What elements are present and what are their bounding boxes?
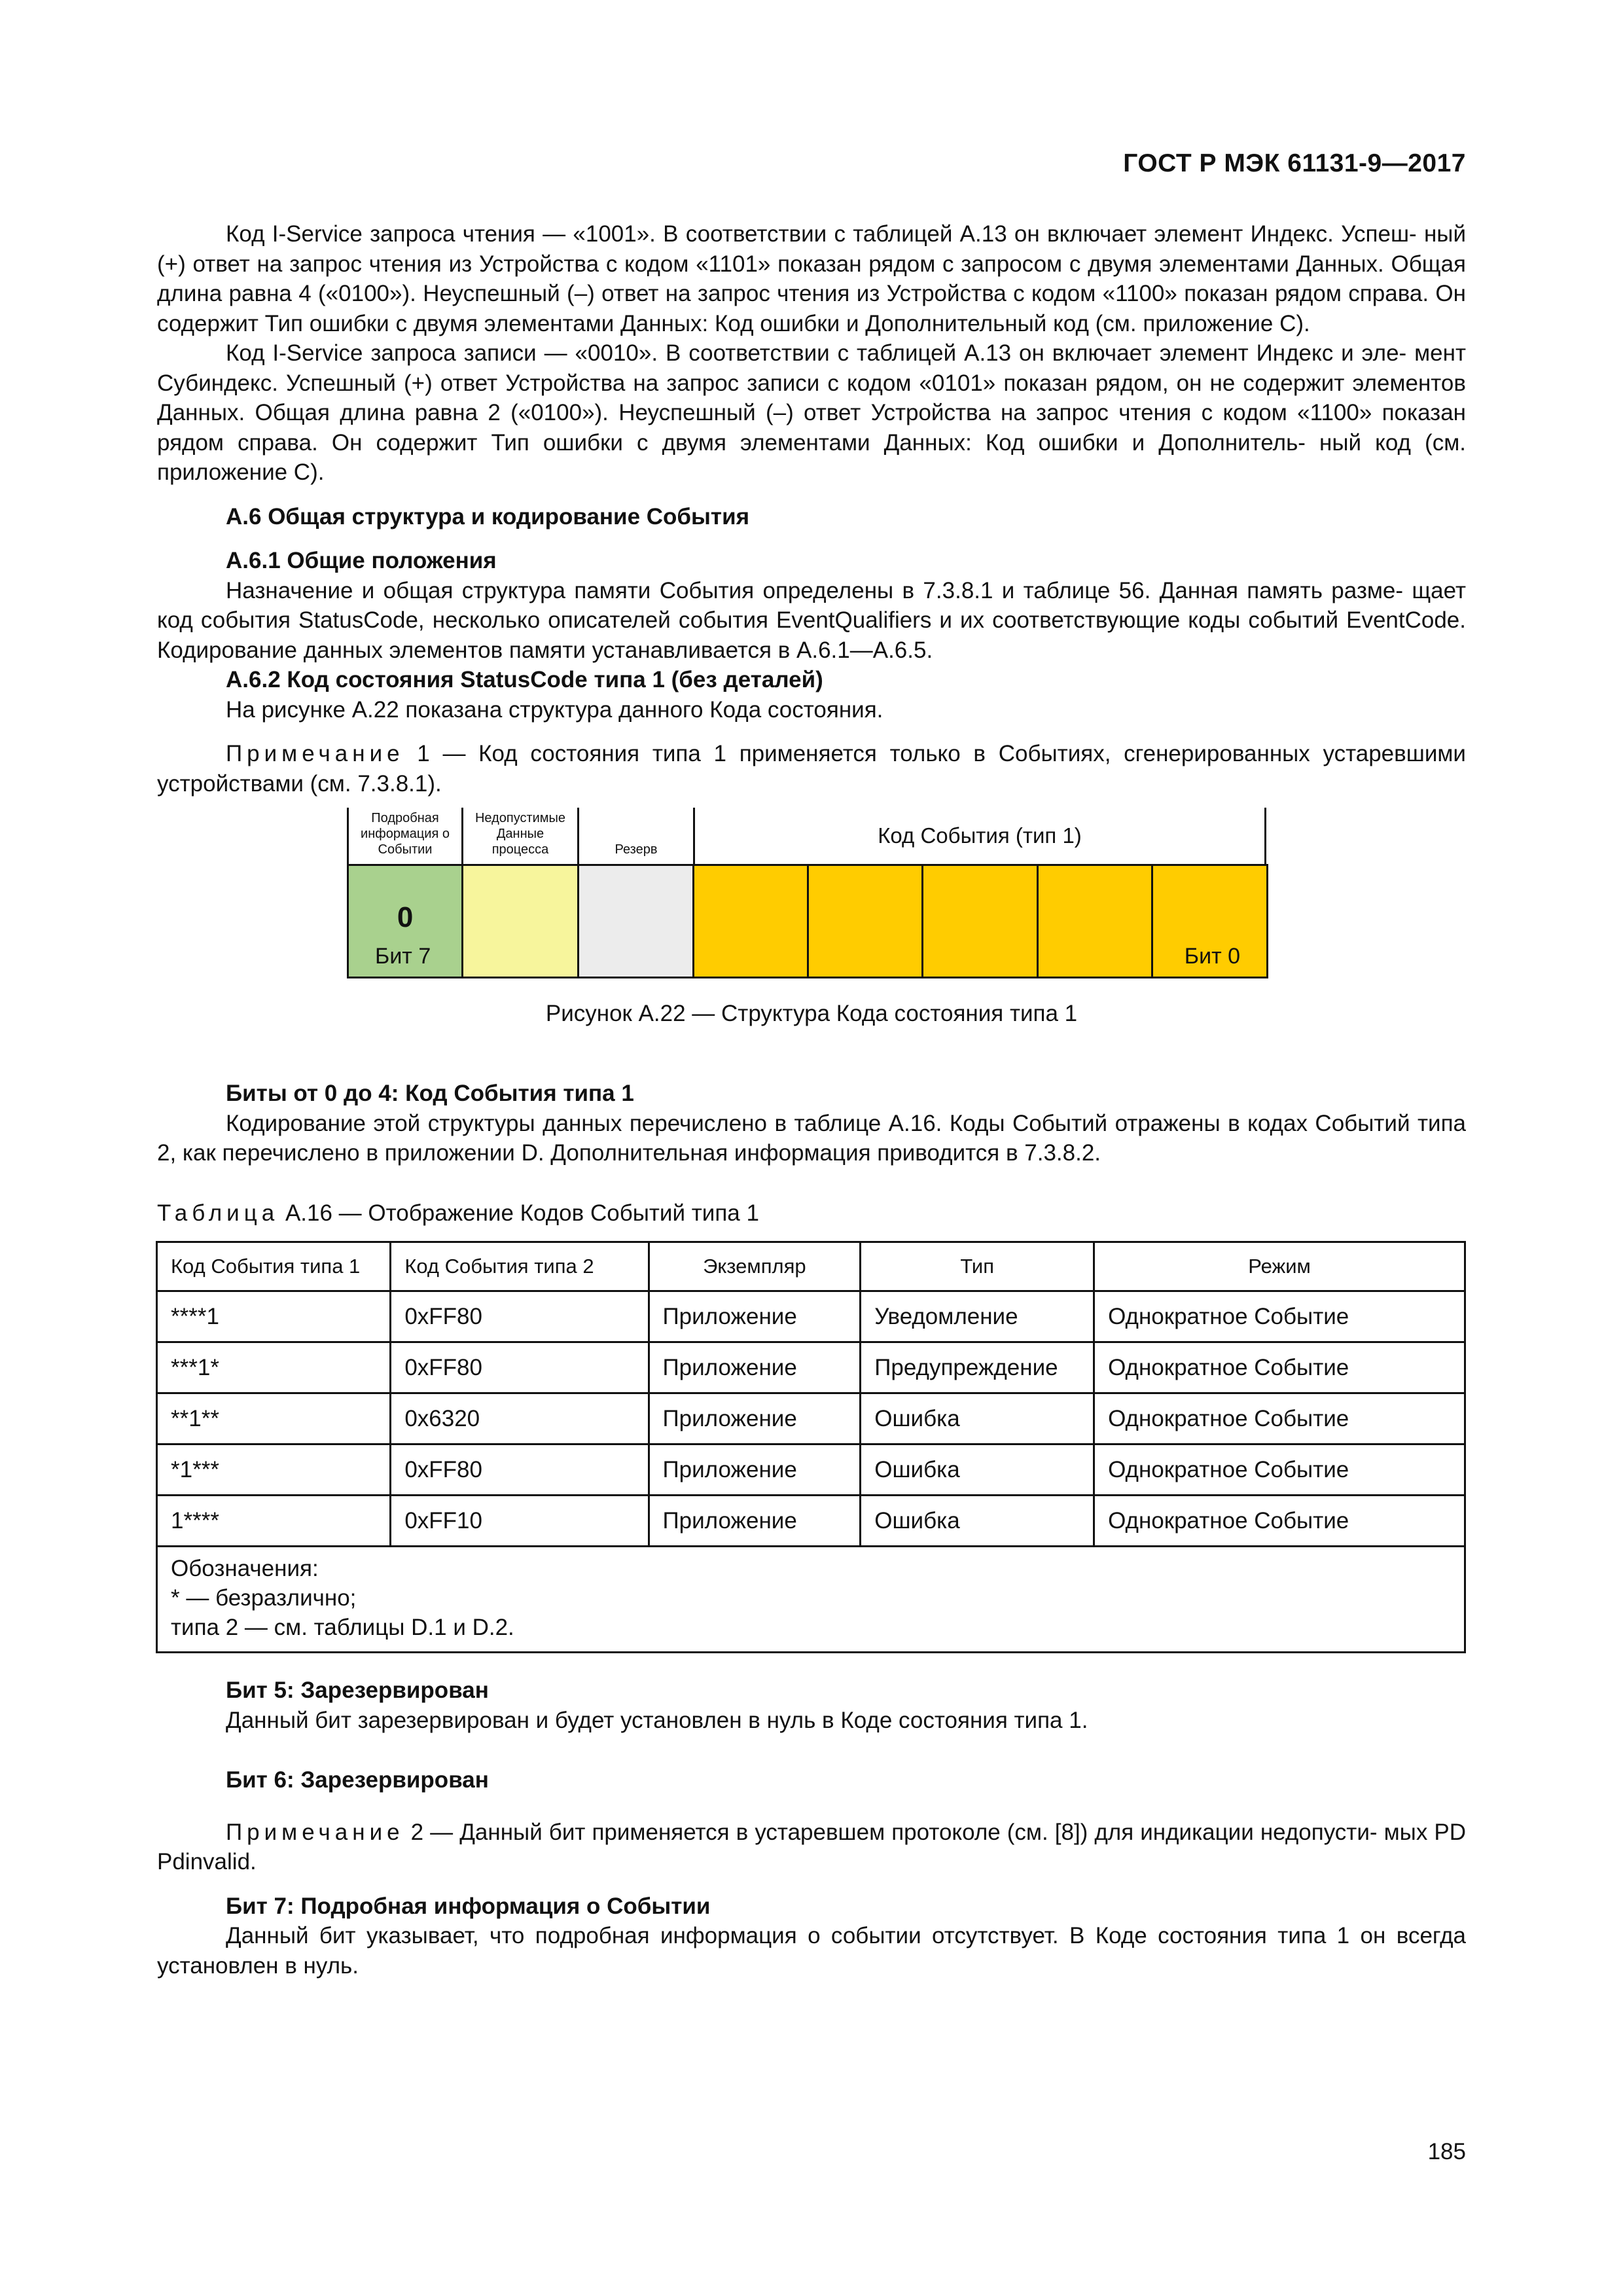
- page-content: [157, 219, 1466, 1981]
- figure-bit-6: [463, 866, 579, 977]
- note-1: Примечание 1 — Код состояния типа 1 применяется только в Событиях, сгенерированных устаревшими устройствами (см. 7.3.8.1).: [157, 741, 1466, 797]
- table-cell: Приложение: [649, 1291, 861, 1342]
- paragraph-general: Назначение и общая структура памяти События определены в 7.3.8.1 и таблице 56. Данная память разме- щает код события StatusCode, несколько описателей события EventQualifiers и их соответствующие коды событий EventCode. Кодирование данных элементов памяти устанавливается в А.6.1—А.6.5.: [157, 577, 1466, 663]
- table-header-cell: Тип: [861, 1242, 1094, 1291]
- table-cell: Ошибка: [861, 1393, 1094, 1444]
- figure-a22: [157, 808, 1466, 1056]
- figure-label-reserve: Резерв: [577, 808, 693, 864]
- table-cell: 0xFF80: [391, 1444, 649, 1496]
- figure-bit-4: [694, 866, 809, 977]
- table-cell: Однократное Событие: [1094, 1444, 1465, 1496]
- figure-bit-0-label: Бит 0: [1184, 943, 1240, 969]
- table-cell: Однократное Событие: [1094, 1393, 1465, 1444]
- table-cell: Однократное Событие: [1094, 1342, 1465, 1393]
- paragraph-write-request: Код I-Service запроса записи — «0010». В соответствии с таблицей А.13 он включает элемент Индекс и эле- мент Субиндекс. Успешный (+) ответ Устройства на запрос записи с кодом «0101» показан рядом, он не содержит элементов Данных. Общая длина равна 2 («0100»). Неуспешный (–) ответ Устройства на запрос чтения с кодом «1100» показан рядом справа. Он содержит Тип ошибки с двумя элементами Данных: Код ошибки и Дополнитель- ный код (см. приложение С).: [157, 340, 1467, 485]
- figure-bit-row: [347, 864, 1268, 978]
- figure-bit-0: [1153, 866, 1266, 977]
- table-cell: Приложение: [649, 1342, 861, 1393]
- heading-a6: А.6 Общая структура и кодирование События: [226, 503, 750, 529]
- page-number: 185: [1427, 2139, 1466, 2164]
- table-cell: 0xFF80: [391, 1291, 649, 1342]
- table-title: Таблица А.16 — Отображение Кодов Событий типа 1: [157, 1200, 759, 1226]
- document-header: ГОСТ Р МЭК 61131-9—2017: [1123, 149, 1466, 177]
- table-row: [157, 1342, 1465, 1393]
- table-cell: 1****: [157, 1496, 391, 1547]
- table-cell: 0x6320: [391, 1393, 649, 1444]
- table-cell: Приложение: [649, 1496, 861, 1547]
- paragraph-bits-0-4: Кодирование этой структуры данных перечислено в таблице А.16. Коды Событий отражены в кодах Событий типа 2, как перечислено в приложении D. Дополнительная информация приводится в 7.3.8.2.: [157, 1110, 1466, 1166]
- table-cell: *1***: [157, 1444, 391, 1496]
- note-2: Примечание 2 — Данный бит применяется в устаревшем протоколе (см. [8]) для индикации недопусти- мых PD Pdinvalid.: [157, 1819, 1466, 1874]
- table-header-cell: Код События типа 1: [157, 1242, 391, 1291]
- table-cell: Приложение: [649, 1444, 861, 1496]
- paragraph-bit-5: Данный бит зарезервирован и будет установлен в нуль в Коде состояния типа 1.: [226, 1707, 1088, 1733]
- table-cell: Ошибка: [861, 1496, 1094, 1547]
- figure-label-event-code: Код События (тип 1): [693, 808, 1266, 864]
- figure-bit-7-label: Бит 7: [375, 943, 431, 969]
- table-notes: Обозначения: * — безразлично; типа 2 — см. таблицы D.1 и D.2.: [157, 1547, 1465, 1653]
- table-cell: Предупреждение: [861, 1342, 1094, 1393]
- table-header-cell: Экземпляр: [649, 1242, 861, 1291]
- table-header-cell: Код События типа 2: [391, 1242, 649, 1291]
- table-notes-row: [157, 1547, 1465, 1653]
- figure-bit-7-value: 0: [397, 901, 414, 933]
- figure-bit-3: [809, 866, 923, 977]
- heading-bits-0-4: Биты от 0 до 4: Код События типа 1: [226, 1081, 634, 1106]
- table-row: [157, 1444, 1465, 1496]
- figure-bit-1: [1039, 866, 1153, 977]
- paragraph-bit-7: Данный бит указывает, что подробная информация о событии отсутствует. В Коде состояния типа 1 он всегда установлен в нуль.: [157, 1923, 1466, 1979]
- figure-bit-2: [923, 866, 1038, 977]
- table-cell: Ошибка: [861, 1444, 1094, 1496]
- table-cell: Однократное Событие: [1094, 1291, 1465, 1342]
- figure-bit-5: [579, 866, 694, 977]
- table-cell: Приложение: [649, 1393, 861, 1444]
- figure-label-invalid-pd: Недопустимые Данные процесса: [461, 808, 577, 864]
- table-cell: Однократное Событие: [1094, 1496, 1465, 1547]
- table-cell: ***1*: [157, 1342, 391, 1393]
- heading-bit-7: Бит 7: Подробная информация о Событии: [226, 1893, 711, 1919]
- table-cell: **1**: [157, 1393, 391, 1444]
- table-row: [157, 1393, 1465, 1444]
- heading-bit-5: Бит 5: Зарезервирован: [226, 1677, 489, 1703]
- paragraph-read-request: Код I-Service запроса чтения — «1001». В соответствии с таблицей А.13 он включает элемент Индекс. Успеш- ный (+) ответ на запрос чтения из Устройства с кодом «1101» показан рядом с запросом с двумя элементами Данных. Общая длина равна 4 («0100»). Неуспешный (–) ответ на запрос чтения из Устройства с кодом «1100» показан рядом справа. Он содержит Тип ошибки с двумя элементами Данных: Код ошибки и Дополнительный код (см. приложение С).: [157, 221, 1467, 336]
- figure-caption: Рисунок А.22 — Структура Кода состояния типа 1: [545, 1001, 1078, 1026]
- table-row: [157, 1496, 1465, 1547]
- paragraph-figure-ref: На рисунке А.22 показана структура данного Кода состояния.: [226, 696, 883, 723]
- figure-label-detail: Подробная информация о Событии: [347, 808, 461, 864]
- table-cell: Уведомление: [861, 1291, 1094, 1342]
- table-cell: 0xFF80: [391, 1342, 649, 1393]
- table-cell: ****1: [157, 1291, 391, 1342]
- heading-a6-1: А.6.1 Общие положения: [226, 548, 497, 573]
- figure-bit-7: [349, 866, 463, 977]
- table-a16: [156, 1241, 1466, 1653]
- heading-a6-2: А.6.2 Код состояния StatusCode типа 1 (без деталей): [226, 667, 823, 692]
- table-cell: 0xFF10: [391, 1496, 649, 1547]
- table-row: [157, 1291, 1465, 1342]
- note-1-label: Примечание: [226, 741, 404, 766]
- heading-bit-6: Бит 6: Зарезервирован: [226, 1767, 489, 1793]
- table-header-cell: Режим: [1094, 1242, 1465, 1291]
- note-2-label: Примечание: [226, 1819, 404, 1845]
- table-header-row: [157, 1242, 1465, 1291]
